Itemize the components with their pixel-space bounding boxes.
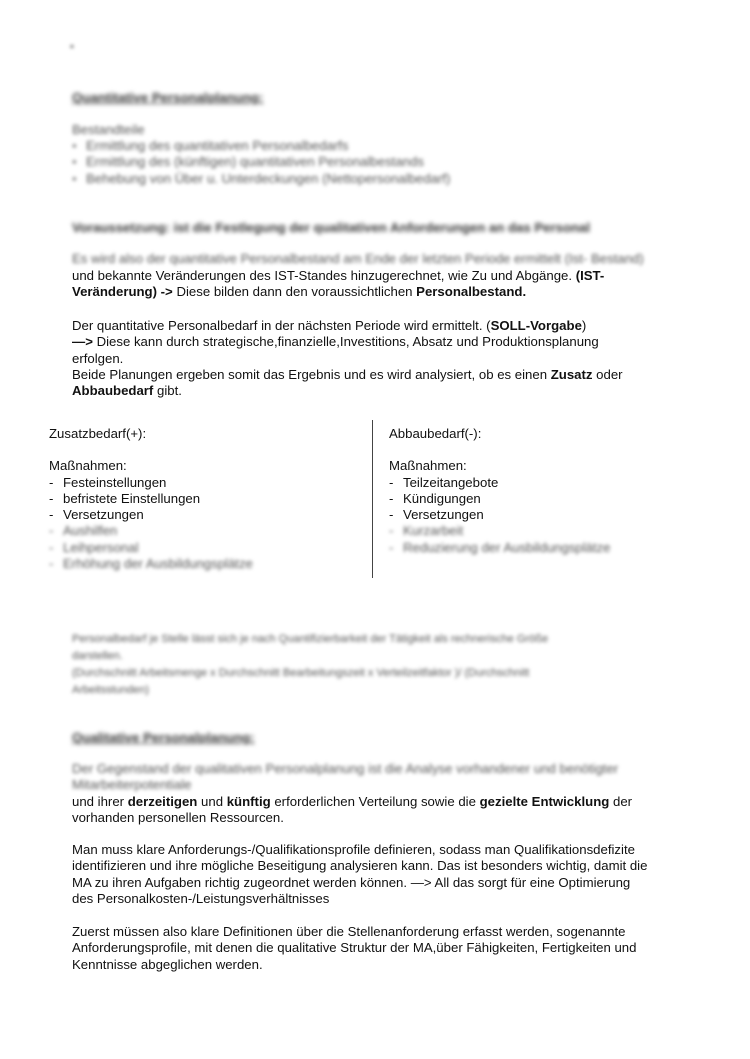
list-item: - Aushilfen	[49, 523, 359, 539]
qualitative-para-3	[72, 924, 692, 973]
para2-line-1: Der quantitative Personalbedarf in der nächsten Periode wird ermittelt. (SOLL-Vorgabe)	[72, 318, 587, 333]
para2	[72, 318, 692, 399]
formula-line-2: darstellen.	[72, 650, 123, 662]
qualitative-para-2-line: Man muss klare Anforderungs-/Qualifikationsprofile definieren, sodass man Qualifikationsdefizite	[72, 842, 635, 857]
para2-line-5: Abbaubedarf gibt.	[72, 383, 182, 399]
list-item: ▪ Ermittlung des (künftigen) quantitativen Personalbestands	[72, 154, 592, 170]
left-measures-list	[49, 475, 359, 524]
left-measures-list-blurred	[49, 523, 359, 572]
qualitative-para-3-line: Anforderungsprofile, mit denen die qualitative Struktur der MA,über Fähigkeiten, Fertigkeiten und	[72, 940, 637, 956]
section-heading-quantitative: Quantitative Personalplanung:	[72, 90, 264, 105]
list-item: - Versetzungen	[389, 507, 709, 523]
right-measures-label: Maßnahmen:	[389, 458, 467, 474]
para1-line-3: Veränderung) -> Diese bilden dann den voraussichtlichen Personalbestand.	[72, 284, 527, 300]
right-column-title: Abbaubedarf(-):	[389, 426, 482, 441]
qualitative-para-2	[72, 842, 692, 907]
qualitative-para-3-line: Zuerst müssen also klare Definitionen über die Stellenanforderung erfasst werden, sogenannte	[72, 924, 626, 939]
list-item: - befristete Einstellungen	[49, 491, 359, 507]
components-label: Bestandteile	[72, 122, 145, 137]
qualitative-blurred-line-1: Der Gegenstand der qualitativen Personalplanung ist die Analyse vorhandener und benötigter	[72, 761, 619, 776]
list-item: - Kurzarbeit	[389, 523, 709, 539]
qualitative-para-1-line-1: und ihrer derzeitigen und künftig erforderlichen Verteilung sowie die gezielte Entwicklung der	[72, 794, 633, 809]
list-item: - Erhöhung der Ausbildungsplätze	[49, 556, 359, 572]
list-item: - Festeinstellungen	[49, 475, 359, 491]
list-item: - Leihpersonal	[49, 540, 359, 556]
premise: Voraussetzung: ist die Festlegung der qualitativen Anforderungen an das Personal	[72, 220, 591, 235]
list-item: - Teilzeitangebote	[389, 475, 709, 491]
left-column-title: Zusatzbedarf(+):	[49, 426, 147, 441]
qualitative-para-2-line: identifizieren und ihre mögliche Beseitigung analysieren kann. Das ist besonders wichtig, damit die	[72, 858, 648, 874]
right-measures-list-blurred	[389, 523, 709, 556]
left-measures-label: Maßnahmen:	[49, 458, 127, 474]
right-measures-list	[389, 475, 709, 524]
para1-line-2: und bekannte Veränderungen des IST-Standes hinzugerechnet, wie Zu und Abgänge. (IST-	[72, 268, 605, 283]
section-heading-qualitative: Qualitative Personalplanung:	[72, 730, 255, 745]
qualitative-para-1-line-2: vorhanden personellen Ressourcen.	[72, 810, 284, 826]
list-item: - Reduzierung der Ausbildungsplätze	[389, 540, 709, 556]
left-column	[49, 426, 359, 572]
formula-line-1: Personalbedarf je Stelle lässt sich je nach Quantifizierbarkeit der Tätigkeit als rechnerische Größe	[72, 633, 549, 645]
qualitative-para-2-line: MA zu ihren Aufgaben richtig zugeordnet werden können. —> All das sorgt für eine Optimierung	[72, 874, 631, 890]
formula-line-3: (Durchschnitt Arbeitsmenge x Durchschnitt Bearbeitungszeit x Verteilzeitfaktor )/ (Durchschnitt	[72, 667, 530, 679]
qualitative-para-1	[72, 794, 692, 827]
list-item: - Kündigungen	[389, 491, 709, 507]
components-list	[72, 138, 592, 187]
list-item: ▪ Behebung von Über u. Unterdeckungen (Nettopersonalbedarf)	[72, 171, 592, 187]
para2-line-4: Beide Planungen ergeben somit das Ergebnis und es wird analysiert, ob es einen Zusatz oder	[72, 366, 623, 382]
formula-line-4: Arbeitsstunden)	[72, 684, 150, 696]
column-divider	[372, 420, 373, 578]
top-mark: •	[70, 41, 74, 53]
para2-line-2: —> Diese kann durch strategische,finanzielle,Investitions, Absatz und Produktionsplanung	[72, 334, 599, 350]
para1	[72, 268, 692, 301]
right-column	[389, 426, 709, 556]
para1-blurred-line: Es wird also der quantitative Personalbestand am Ende der letzten Periode ermittelt (Ist- Bestand)	[72, 251, 644, 266]
list-item: - Versetzungen	[49, 507, 359, 523]
formula-paragraph	[72, 631, 682, 699]
list-item: ▪ Ermittlung des quantitativen Personalbedarfs	[72, 138, 592, 154]
qualitative-para-2-line: des Personalkosten-/Leistungsverhältnisses	[72, 890, 330, 906]
qualitative-blurred-line-2: Mitarbeiterpotentiale	[72, 777, 192, 792]
para2-line-3: erfolgen.	[72, 350, 124, 366]
qualitative-para-3-line: Kenntnisse abgeglichen werden.	[72, 956, 263, 972]
